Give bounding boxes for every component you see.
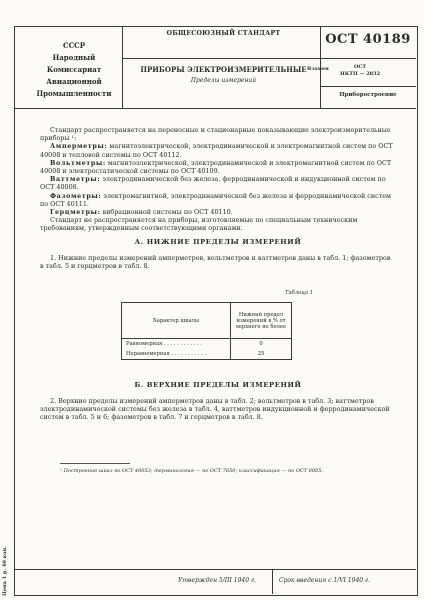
intro-item: Фазометры: электромагнитной, электродинамической без железа и ферродинамической систем по ОСТ 40111.	[40, 191, 391, 208]
header-rule-bottom	[14, 108, 416, 109]
intro-item: Вольтметры: магнитоэлектрической, электродинамической и электромагнитной систем по ОСТ 40008 и электростатической системы по ОСТ 40109.	[40, 158, 392, 176]
table-header-row	[122, 303, 292, 339]
industry-label: Приборостроение	[339, 92, 397, 98]
intro-item: Амперметры: магнитоэлектрической, электродинамической и электромагнитной систем по ОСТ 40008 и тепловой системы по ОСТ 40112.	[40, 142, 393, 159]
limits-table	[121, 302, 292, 360]
document-title: ПРИБОРЫ ЭЛЕКТРОИЗМЕРИТЕЛЬНЫЕ	[140, 65, 307, 74]
intro-text	[40, 126, 396, 233]
footer-rule	[14, 569, 416, 570]
org-line: Народный Комиссариат	[46, 53, 102, 74]
approval-date: Утвержден 5/III 1940 г.	[178, 577, 256, 584]
org-line: Промышленности	[36, 89, 112, 98]
table-cell-value: 25	[231, 349, 292, 360]
footnote-rule	[60, 463, 130, 464]
org-line: СССР	[63, 41, 85, 50]
intro-paragraph: Стандарт распространяется на переносные и стационарные показывающие электроизмерительные приборы ¹:	[40, 126, 391, 143]
price-note: Цена 1 р. 40 коп.	[2, 546, 8, 596]
table-caption: Таблица 1	[285, 290, 314, 296]
table-cell-scale: Равномерная . . . . . . . . . . . .	[122, 339, 231, 350]
section-b-paragraph: 2. Верхние пределы измерений амперметров даны в табл. 2; вольтметров в табл. 3; ваттметров электродинамической системы без железа в табл. 4, ваттметров индукционной и ферродинамической систем в табл. 5 и 6; фазометров в табл. 7 и герцметров в табл. 8.	[40, 397, 390, 422]
replaces-line: ОСТ	[354, 64, 367, 70]
standard-type: ОБЩЕСОЮЗНЫЙ СТАНДАРТ	[166, 30, 281, 37]
header-rule-2	[320, 86, 416, 87]
effective-date: Срок введения с 1/VI 1940 г.	[279, 577, 370, 584]
header-rule-1	[122, 58, 416, 59]
issuing-authority	[28, 40, 120, 100]
table-header-scale: Характер шкалы	[122, 303, 231, 339]
document-subtitle: Пределы измерений	[190, 77, 257, 84]
standard-number: ОСТ 40189	[325, 32, 411, 47]
replaces-label: Взамен	[307, 66, 329, 72]
section-a-paragraph: 1. Нижние пределы измерений амперметров, вольтметров и ваттметров даны в табл. 1; фазометров в табл. 5 и герцметров в табл. 8.	[40, 254, 391, 271]
table-cell-value: 0	[231, 339, 292, 350]
section-b-text	[40, 397, 396, 422]
footnote: ¹ Построение шкал по ОСТ 40053; терминология — по ОСТ 7650; классификация — по ОСТ 8005.	[60, 468, 323, 474]
table-row	[122, 339, 292, 350]
section-a-text	[40, 254, 396, 270]
intro-item: Ваттметры: электродинамической без железа, ферродинамической и индукционной систем по ОСТ 40008.	[40, 175, 386, 192]
header-divider-left	[122, 26, 123, 108]
section-b-heading: Б. ВЕРХНИЕ ПРЕДЕЛЫ ИЗМЕРЕНИЙ	[134, 381, 302, 389]
replaces-line: НКТП — 2832	[340, 70, 381, 77]
footer-divider	[272, 569, 273, 594]
section-a-heading: А. НИЖНИЕ ПРЕДЕЛЫ ИЗМЕРЕНИЙ	[134, 238, 302, 246]
intro-item: Герцметры: вибрационной системы по ОСТ 40110.	[50, 208, 233, 217]
replaces-value	[340, 64, 380, 77]
intro-paragraph: Стандарт не распространяется на приборы, изготовляемые по специальным техническим требованиям, утвержденным соответствующими органами.	[40, 216, 358, 233]
table-cell-scale: Неравномерная . . . . . . . . . . .	[122, 349, 231, 360]
table-header-limit: Нижний предел измерений в % от верхнего не более	[231, 303, 292, 339]
table-row	[122, 349, 292, 360]
org-line: Авиационной	[46, 77, 102, 86]
